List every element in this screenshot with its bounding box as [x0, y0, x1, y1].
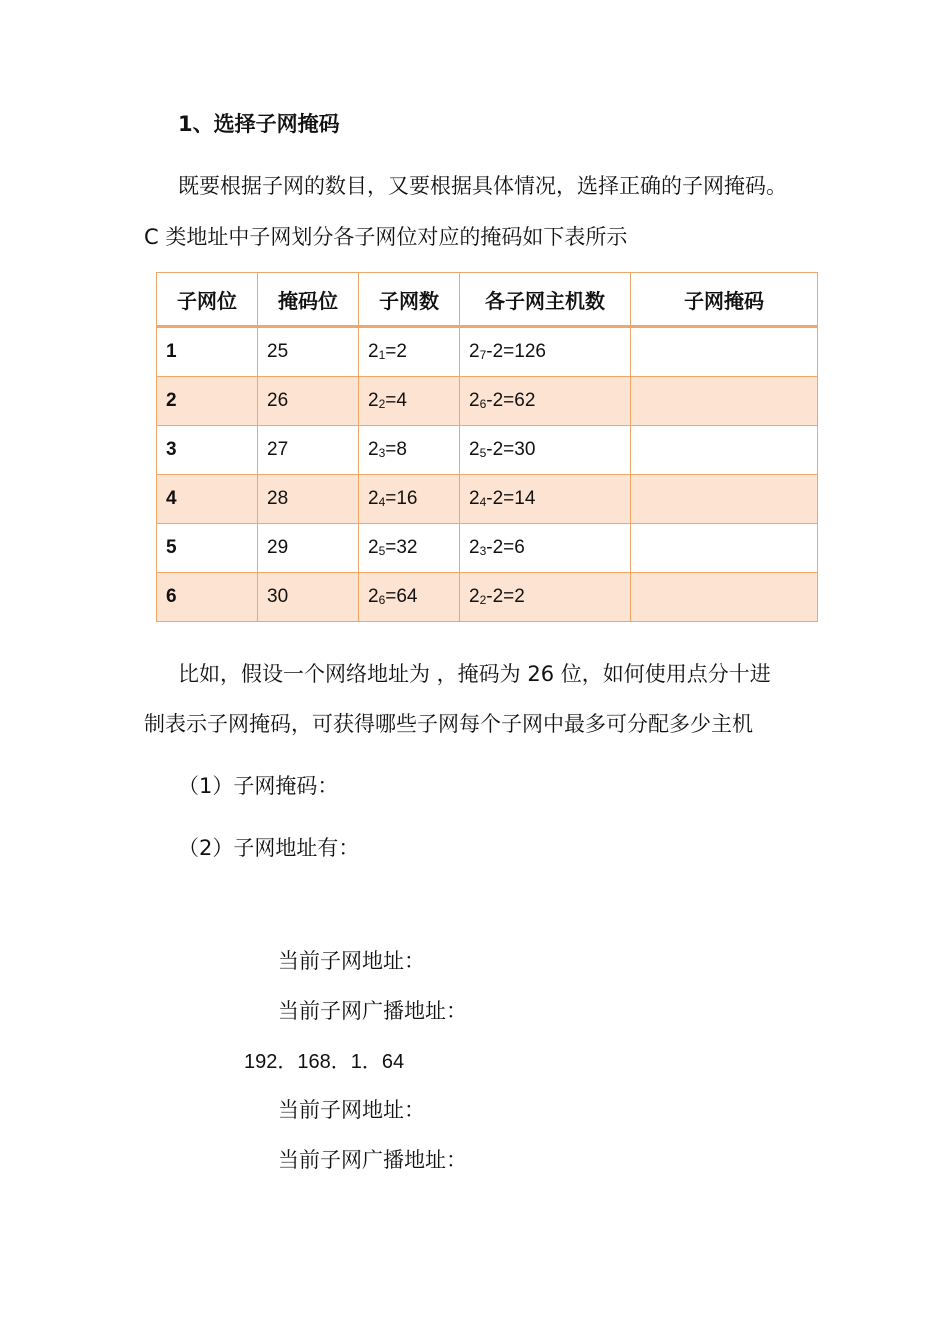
subnet-count-result: =4: [385, 390, 407, 411]
header-mask-bits: 掩码位: [258, 273, 359, 327]
question-subnet-mask: （1）子网掩码：: [178, 774, 339, 798]
subnet-count-exponent: 3: [378, 446, 386, 460]
cell-subnet-bits: 6: [157, 573, 258, 622]
hosts-base: 2: [469, 439, 480, 460]
subnet-count-result: =16: [385, 488, 418, 509]
cell-subnet-mask: [631, 327, 818, 377]
table-row: [157, 377, 818, 426]
table-row: [157, 524, 818, 573]
header-subnet-count: 子网数: [359, 273, 460, 327]
hosts-base: 2: [469, 537, 480, 558]
cell-subnet-mask: [631, 377, 818, 426]
hosts-exponent: 5: [479, 446, 487, 460]
cell-hosts-per-subnet: [460, 377, 631, 426]
table-header-row: [157, 273, 818, 327]
subnet-count-result: =32: [385, 537, 418, 558]
subnet-count-base: 2: [368, 390, 379, 411]
cell-subnet-count: [359, 524, 460, 573]
cell-subnet-count: [359, 377, 460, 426]
subnet-count-base: 2: [368, 439, 379, 460]
example-line-1: 比如，假设一个网络地址为 ，掩码为 26 位，如何使用点分十进: [178, 662, 771, 686]
subnet-count-exponent: 2: [378, 397, 386, 411]
subnet-count-base: 2: [368, 537, 379, 558]
cell-subnet-mask: [631, 426, 818, 475]
current-broadcast-address-label: 当前子网广播地址：: [278, 1148, 467, 1172]
cell-subnet-mask: [631, 573, 818, 622]
cell-hosts-per-subnet: [460, 573, 631, 622]
cell-subnet-bits: 4: [157, 475, 258, 524]
subnet-count-exponent: 6: [378, 593, 386, 607]
subnet-count-base: 2: [368, 488, 379, 509]
hosts-exponent: 4: [479, 495, 487, 509]
cell-subnet-bits: 2: [157, 377, 258, 426]
cell-hosts-per-subnet: [460, 426, 631, 475]
current-subnet-address-label: 当前子网地址：: [278, 1098, 425, 1122]
cell-subnet-count: [359, 475, 460, 524]
cell-mask-bits: 30: [258, 573, 359, 622]
ip-address-example: 192．168．1．64: [244, 1051, 405, 1073]
hosts-base: 2: [469, 390, 480, 411]
cell-hosts-per-subnet: [460, 327, 631, 377]
hosts-base: 2: [469, 586, 480, 607]
current-subnet-address-label: 当前子网地址：: [278, 949, 425, 973]
hosts-result: -2=6: [486, 537, 525, 558]
hosts-exponent: 6: [479, 397, 487, 411]
hosts-result: -2=30: [486, 439, 536, 460]
cell-hosts-per-subnet: [460, 475, 631, 524]
hosts-exponent: 7: [479, 348, 487, 362]
intro-line-1: 既要根据子网的数目，又要根据具体情况，选择正确的子网掩码。: [178, 174, 787, 198]
hosts-base: 2: [469, 488, 480, 509]
table-row: [157, 426, 818, 475]
hosts-result: -2=126: [486, 341, 546, 362]
subnet-count-base: 2: [368, 341, 379, 362]
subnet-count-exponent: 4: [378, 495, 386, 509]
cell-subnet-count: [359, 327, 460, 377]
header-subnet-mask: 子网掩码: [631, 273, 818, 327]
subnet-count-result: =8: [385, 439, 407, 460]
cell-mask-bits: 29: [258, 524, 359, 573]
table-row: [157, 327, 818, 377]
subnet-count-base: 2: [368, 586, 379, 607]
cell-mask-bits: 28: [258, 475, 359, 524]
hosts-exponent: 2: [479, 593, 487, 607]
hosts-result: -2=14: [486, 488, 536, 509]
table-row: [157, 475, 818, 524]
hosts-result: -2=62: [486, 390, 536, 411]
hosts-result: -2=2: [486, 586, 525, 607]
cell-subnet-bits: 5: [157, 524, 258, 573]
section-heading: 1、选择子网掩码: [178, 112, 340, 136]
subnet-mask-table: [156, 272, 818, 622]
subnet-count-exponent: 5: [378, 544, 386, 558]
header-hosts-per-subnet: 各子网主机数: [460, 273, 631, 327]
example-line-2: 制表示子网掩码，可获得哪些子网每个子网中最多可分配多少主机: [144, 712, 753, 736]
cell-subnet-bits: 3: [157, 426, 258, 475]
cell-mask-bits: 26: [258, 377, 359, 426]
hosts-exponent: 3: [479, 544, 487, 558]
table-row: [157, 573, 818, 622]
subnet-count-result: =2: [385, 341, 407, 362]
cell-mask-bits: 25: [258, 327, 359, 377]
intro-line-2: C 类地址中子网划分各子网位对应的掩码如下表所示: [144, 225, 628, 249]
cell-mask-bits: 27: [258, 426, 359, 475]
cell-subnet-bits: 1: [157, 327, 258, 377]
header-subnet-bits: 子网位: [157, 273, 258, 327]
cell-subnet-count: [359, 426, 460, 475]
cell-subnet-mask: [631, 475, 818, 524]
subnet-count-result: =64: [385, 586, 418, 607]
subnet-count-exponent: 1: [378, 348, 386, 362]
hosts-base: 2: [469, 341, 480, 362]
cell-subnet-count: [359, 573, 460, 622]
current-broadcast-address-label: 当前子网广播地址：: [278, 999, 467, 1023]
question-subnet-addresses: （2）子网地址有：: [178, 836, 360, 860]
cell-subnet-mask: [631, 524, 818, 573]
cell-hosts-per-subnet: [460, 524, 631, 573]
